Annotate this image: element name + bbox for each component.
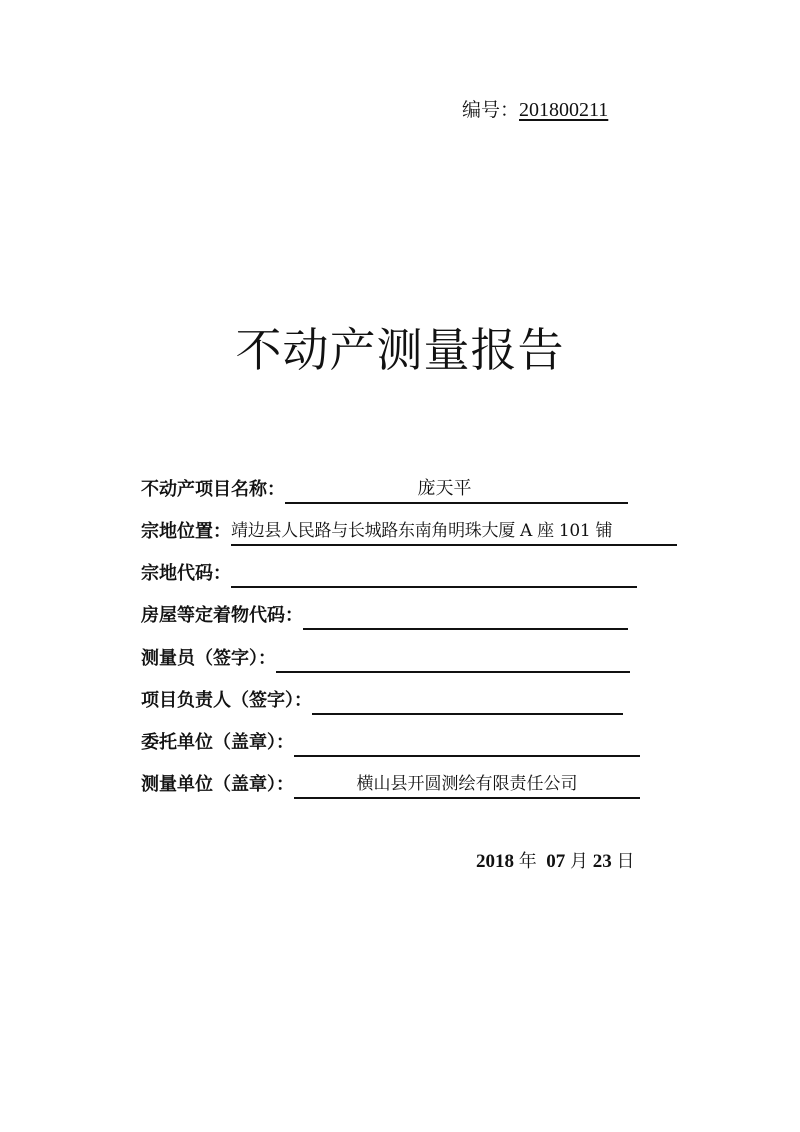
field-parcel-code bbox=[141, 556, 637, 588]
project-name-text: 庞天平 bbox=[417, 478, 472, 499]
date-day-unit: 日 bbox=[616, 851, 635, 872]
client-unit-label: 委托单位（盖章）： bbox=[141, 732, 294, 753]
parcel-location-value: 靖边县人民路与长城路东南角明珠大厦 A 座 101 铺 bbox=[231, 518, 677, 546]
serial-label: 编号： bbox=[462, 99, 520, 121]
date-year-unit: 年 bbox=[518, 851, 537, 872]
project-name-value bbox=[285, 476, 628, 504]
parcel-location-label: 宗地位置： bbox=[141, 521, 231, 542]
field-surveyor bbox=[141, 641, 630, 673]
date-year: 2018 bbox=[476, 851, 514, 872]
report-date bbox=[476, 848, 635, 876]
field-building-code bbox=[141, 598, 628, 630]
survey-unit-label: 测量单位（盖章）： bbox=[141, 774, 294, 795]
surveyor-label: 测量员（签字）： bbox=[141, 648, 276, 669]
date-month-unit: 月 bbox=[570, 851, 588, 872]
project-lead-signature-line bbox=[312, 687, 623, 715]
building-code-value bbox=[303, 602, 628, 630]
serial-number: 201800211 bbox=[519, 99, 609, 121]
surveyor-signature-line bbox=[276, 645, 630, 673]
project-lead-label: 项目负责人（签字）： bbox=[141, 690, 312, 711]
parcel-code-label: 宗地代码： bbox=[141, 563, 231, 584]
field-project-lead bbox=[141, 683, 623, 715]
building-code-label: 房屋等定着物代码： bbox=[141, 605, 303, 626]
parcel-code-value bbox=[231, 560, 637, 588]
client-unit-seal-line bbox=[294, 729, 640, 757]
field-parcel-location bbox=[141, 514, 677, 546]
field-survey-unit bbox=[141, 767, 640, 799]
survey-unit-value: 横山县开圆测绘有限责任公司 bbox=[294, 771, 640, 799]
report-title: 不动产测量报告 bbox=[235, 323, 565, 377]
project-name-label: 不动产项目名称： bbox=[141, 479, 285, 500]
serial-number-line bbox=[462, 96, 608, 124]
field-project-name bbox=[141, 472, 628, 504]
date-day: 23 bbox=[592, 851, 612, 872]
date-month: 07 bbox=[546, 851, 566, 872]
field-client-unit bbox=[141, 725, 640, 757]
